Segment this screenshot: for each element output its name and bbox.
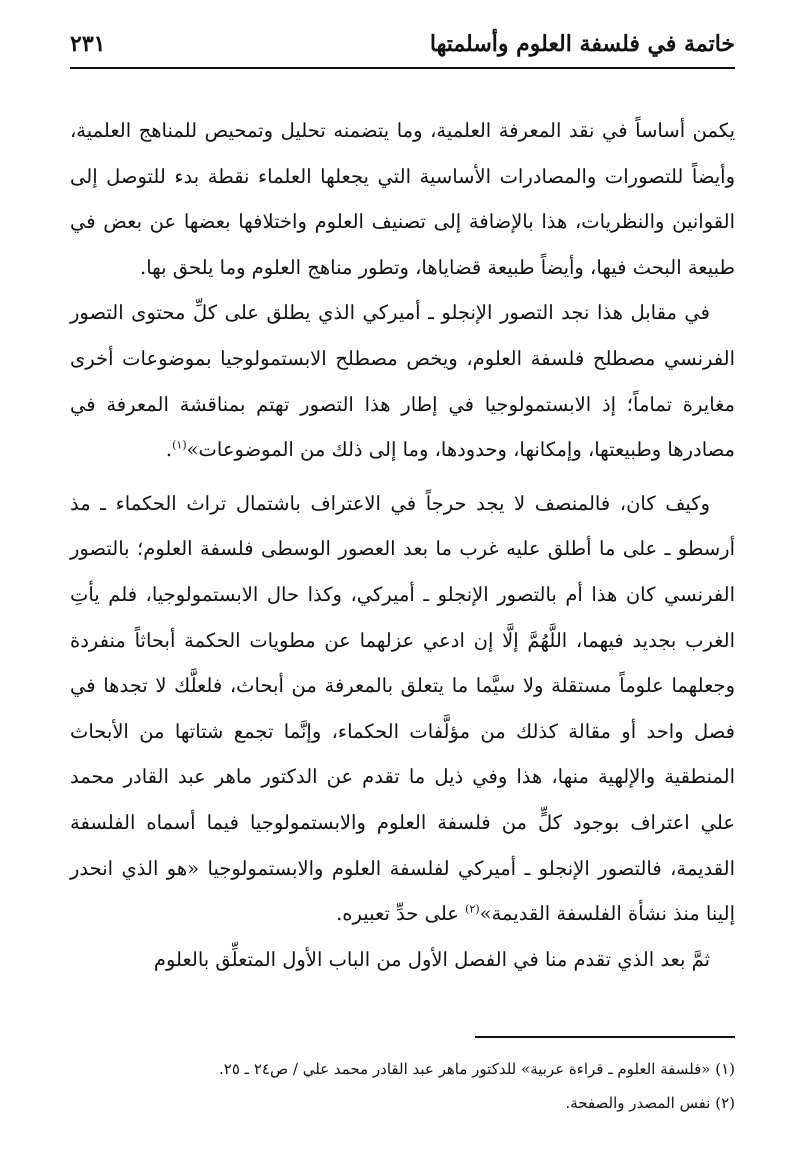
- footnote-ref-2[interactable]: (٢): [465, 902, 480, 916]
- chapter-title: خاتمة في فلسفة العلوم وأسلمتها: [429, 31, 735, 57]
- footnote-2: (٢) نفس المصدر والصفحة.: [565, 1094, 735, 1112]
- paragraph-1: يكمن أساساً في نقد المعرفة العلمية، وما يتضمنه تحليل وتمحيص للمناهج العلمية، وأيضاً للتصورات والمصادرات الأساسية التي يجعلها العلماء نقطة بدء للتوصل إلى القوانين والنظريات، هذا بالإضافة إلى تصنيف العلوم واختلافها بعضها عن بعض في طبيعة البحث فيها، وأيضاً طبيعة قضاياها، وتطور مناهج العلوم وما يلحق بها.: [70, 119, 735, 279]
- paragraph-2-text: في مقابل هذا نجد التصور الإنجلو ـ أميركي الذي يطلق على كلِّ محتوى التصور الفرنسي مصطلح فلسفة العلوم، ويخص مصطلح الابستمولوجيا بموضوعات أخرى مغايرة تماماً؛ إذ الابستمولوجيا في إطار هذا التصور تهتم بمناقشة المعرفة في مصادرها وطبيعتها، وإمكانها، وحدودها، وما إلى ذلك من الموضوعات»: [70, 301, 735, 462]
- paragraph-3-end: على حدِّ تعبيره.: [336, 902, 466, 926]
- paragraph-2: [70, 290, 735, 472]
- page-number: ٢٣١: [70, 31, 106, 57]
- paragraph-gap: [70, 473, 735, 481]
- header-divider: [70, 67, 735, 69]
- footnote-1: (١) «فلسفة العلوم ـ قراءة عربية» للدكتور ماهر عبد القادر محمد علي / ص٢٤ ـ ٢٥.: [219, 1060, 735, 1078]
- footnote-ref-1[interactable]: (١): [172, 438, 187, 452]
- footnote-divider: [475, 1036, 735, 1038]
- paragraph-3-text: وكيف كان، فالمنصف لا يجد حرجاً في الاعتراف باشتمال تراث الحكماء ـ مذ أرسطو ـ على ما أطلق عليه غرب ما بعد العصور الوسطى فلسفة العلوم؛ بالتصور الفرنسي كان هذا أم بالتصور الإنجلو ـ أميركي، وكذا حال الابستمولوجيا، فلم يأتِ الغرب بجديد فيهما، اللَّهُمَّ إلَّا إن ادعي عزلهما عن مطويات الحكمة أبحاثاً منفردة وجعلهما علوماً مستقلة ولا سيَّما ما يتعلق بالمعرفة من أبحاث، فلعلَّك لا تجدها في فصل واحد أو مقالة كذلك من مؤلَّفات الحكماء، وإنَّما تجمع شتاتها من الأبحاث المنطقية والإلهية منها، هذا وفي ذيل ما تقدم عن الدكتور ماهر عبد القادر محمد علي اعتراف بوجود كلٍّ من فلسفة العلوم والابستمولوجيا فيما أسماه الفلسفة القديمة، فالتصور الإنجلو ـ أميركي لفلسفة العلوم والابستمولوجيا «هو الذي انحدر إلينا منذ نشأة الفلسفة القديمة»: [70, 491, 735, 926]
- paragraph-3: [70, 481, 735, 937]
- footnotes: [70, 1052, 735, 1120]
- main-text: [70, 108, 735, 982]
- paragraph-4: ثمَّ بعد الذي تقدم منا في الفصل الأول من الباب الأول المتعلِّق بالعلوم: [153, 947, 710, 971]
- paragraph-2-end: .: [165, 438, 173, 462]
- running-header: [70, 26, 735, 62]
